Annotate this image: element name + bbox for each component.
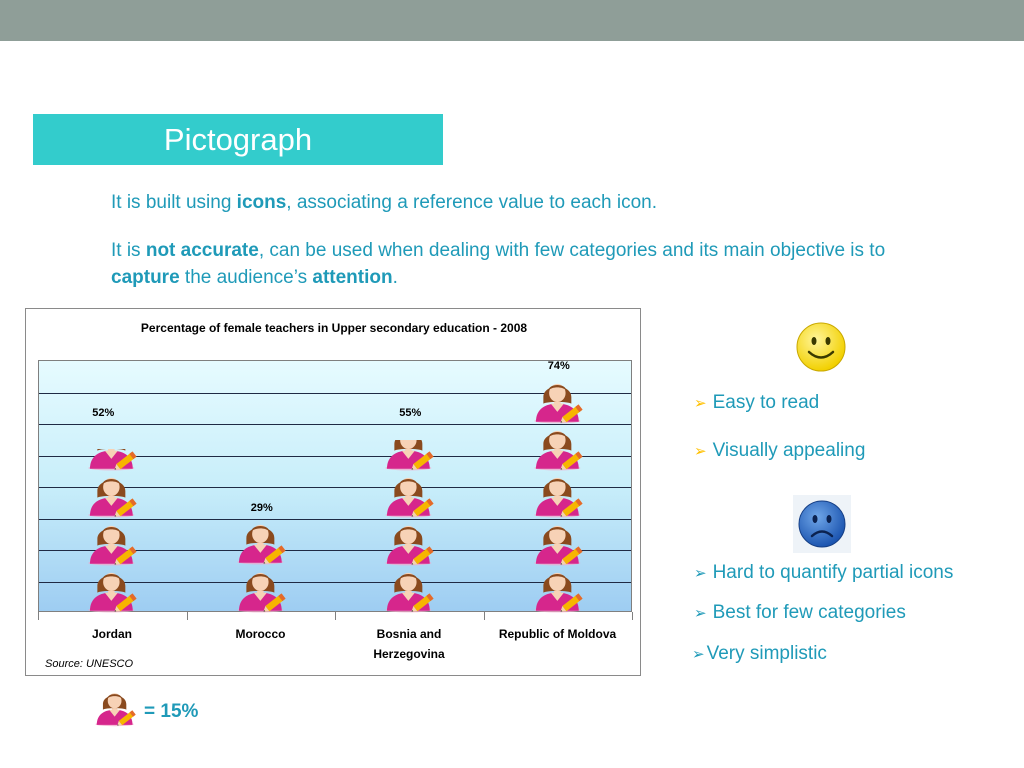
arrow-bullet-icon: ➢ [694, 443, 707, 460]
pictograph-icon [527, 380, 591, 424]
pictograph-icon [527, 424, 591, 471]
pictograph-icon [527, 471, 591, 518]
female-teacher-icon [230, 568, 294, 613]
female-teacher-icon [527, 568, 591, 613]
category-label: Jordan [91, 627, 132, 641]
female-teacher-icon [527, 426, 591, 471]
x-tick [632, 612, 633, 620]
chart-legend [94, 681, 224, 731]
data-label: 52% [92, 407, 115, 419]
pro-item: ➢ Easy to read [694, 392, 820, 413]
pictograph-icon [81, 566, 145, 613]
legend-value: = 15% [144, 701, 199, 722]
x-tick [335, 612, 336, 620]
pictograph-icon [378, 519, 442, 566]
category-label: Bosnia and Herzegovina [373, 627, 445, 661]
female-teacher-icon [527, 521, 591, 566]
chart-source: Source: UNESCO [45, 658, 134, 670]
arrow-bullet-icon: ➢ [694, 565, 707, 582]
con-item: ➢ Very simplistic [692, 643, 827, 664]
pictograph-icon [527, 519, 591, 566]
female-teacher-icon [94, 685, 138, 731]
data-label: 74% [547, 359, 570, 372]
x-tick [187, 612, 188, 620]
x-tick [484, 612, 485, 620]
female-teacher-icon [527, 380, 591, 424]
slide-title: Pictograph [33, 114, 443, 165]
pictograph-icon [81, 519, 145, 566]
female-teacher-icon [378, 440, 442, 472]
pictograph-icon [81, 449, 145, 471]
con-item: ➢ Hard to quantify partial icons [694, 562, 954, 583]
female-teacher-icon [378, 568, 442, 613]
data-label: 55% [399, 407, 422, 419]
female-teacher-icon [81, 449, 145, 471]
top-band [0, 0, 1024, 41]
pictograph-icon [527, 566, 591, 613]
pictograph-icon [230, 566, 294, 613]
chart-title: Percentage of female teachers in Upper secondary education - 2008 [140, 321, 528, 335]
category-label: Morocco [235, 627, 286, 641]
female-teacher-icon [527, 473, 591, 518]
data-label: 29% [250, 501, 273, 514]
female-teacher-icon [230, 522, 294, 566]
pictograph-icon [378, 566, 442, 613]
pictograph-icon [378, 471, 442, 518]
intro-paragraph: It is built using icons, associating a reference value to each icon. [111, 192, 658, 213]
female-teacher-icon [81, 568, 145, 613]
female-teacher-icon [81, 473, 145, 518]
con-item: ➢ Best for few categories [694, 602, 906, 623]
female-teacher-icon [378, 521, 442, 566]
female-teacher-icon [81, 521, 145, 566]
pro-item: ➢ Visually appealing [694, 440, 866, 461]
pictograph-icon [230, 522, 294, 566]
x-tick [38, 612, 39, 620]
female-teacher-icon [378, 473, 442, 518]
happy-face-icon [795, 321, 847, 373]
pictograph-icon [81, 471, 145, 518]
sad-face-frame [793, 495, 851, 553]
pictograph-icon [378, 440, 442, 472]
sad-face-icon [797, 499, 847, 549]
category-label: Republic of Moldova [498, 627, 617, 641]
arrow-bullet-icon: ➢ [692, 646, 705, 663]
pictograph-chart [25, 308, 641, 676]
accuracy-paragraph: It is not accurate, can be used when dealing with few categories and its main objective is to capture the audience’s attention. [111, 240, 886, 288]
arrow-bullet-icon: ➢ [694, 605, 707, 622]
plot-area [38, 360, 632, 612]
arrow-bullet-icon: ➢ [694, 395, 707, 412]
